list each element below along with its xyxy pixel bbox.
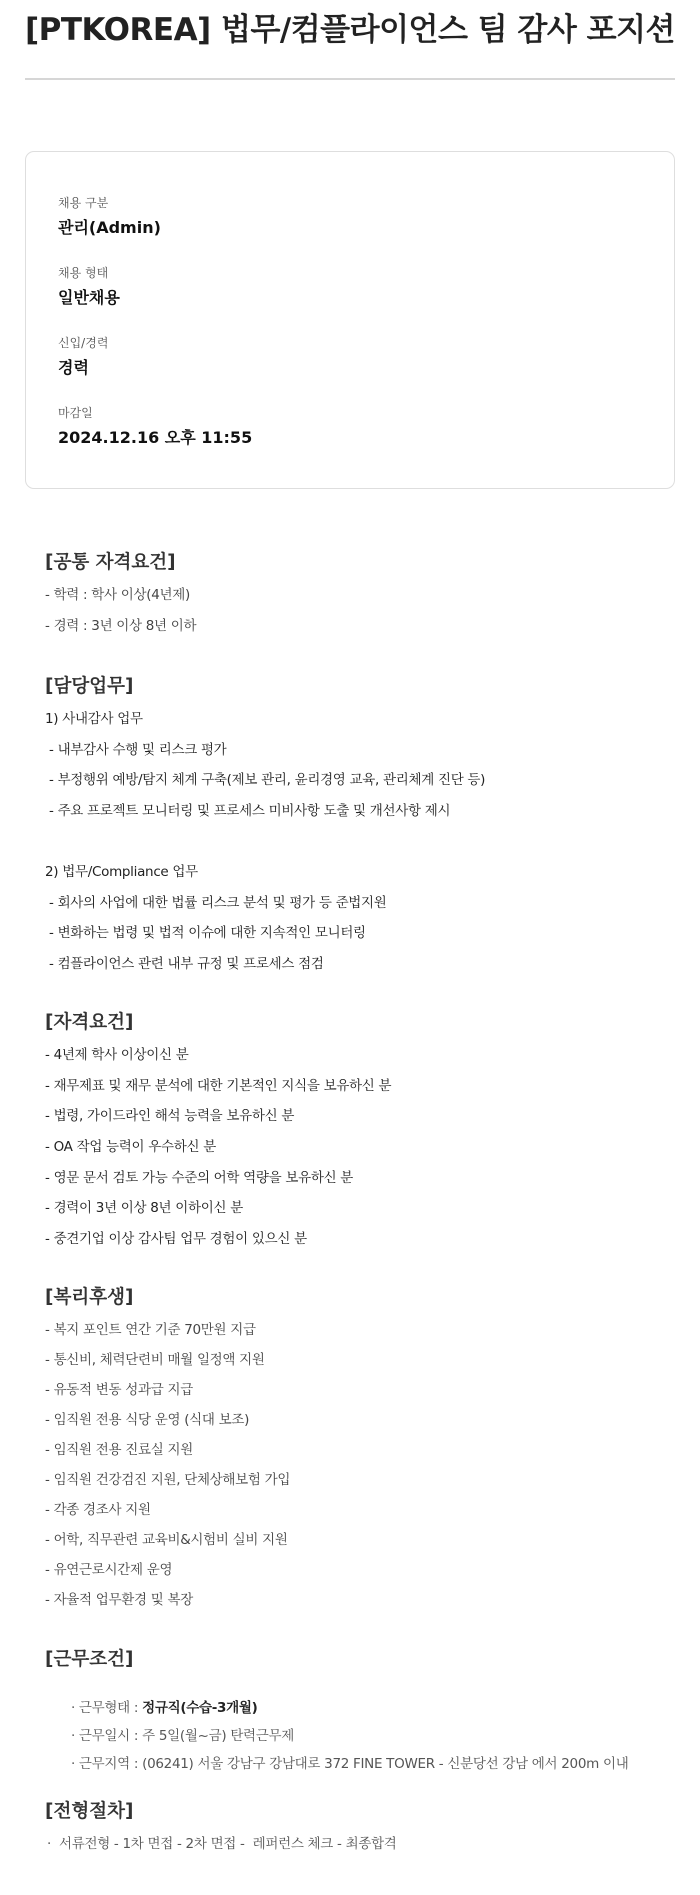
field-label-employment-type: 채용 형태 xyxy=(58,266,109,280)
page-title: [PTKOREA] 법무/컴플라이언스 팀 감사 포지션 xyxy=(25,12,675,48)
list-item: - 임직원 전용 진료실 지원 xyxy=(45,1442,193,1458)
list-item: - 임직원 전용 식당 운영 (식대 보조) xyxy=(45,1412,250,1428)
list-item: - 각종 경조사 지원 xyxy=(45,1502,151,1518)
field-value-career-level: 경력 xyxy=(58,358,89,377)
list-item: - 법령, 가이드라인 해석 능력을 보유하신 분 xyxy=(45,1108,295,1124)
list-item: - 자율적 업무환경 및 복장 xyxy=(45,1592,193,1608)
list-item: - 내부감사 수행 및 리스크 평가 xyxy=(49,742,227,758)
list-item: - 복지 포인트 연간 기준 70만원 지급 xyxy=(45,1322,256,1338)
process-steps: · 서류전형 - 1차 면접 - 2차 면접 - 레퍼런스 체크 - 최종합격 xyxy=(47,1836,397,1852)
list-item: - 영문 문서 검토 가능 수준의 어학 역량을 보유하신 분 xyxy=(45,1170,354,1186)
list-item: - 중견기업 이상 감사팀 업무 경험이 있으신 분 xyxy=(45,1231,307,1247)
condition-value: (06241) 서울 강남구 강남대로 372 FINE TOWER - 신분당선 강남 에서 200m 이내 xyxy=(142,1756,629,1772)
list-item: - 경력 : 3년 이상 8년 이하 xyxy=(45,618,197,634)
condition-label: · 근무형태 : xyxy=(70,1700,139,1716)
condition-label: · 근무일시 : xyxy=(70,1728,139,1744)
condition-value: 주 5일(월~금) 탄력근무제 xyxy=(142,1728,295,1744)
list-item: - 주요 프로젝트 모니터링 및 프로세스 미비사항 도출 및 개선사항 제시 xyxy=(49,803,451,819)
job-info-card xyxy=(25,151,675,489)
title-divider xyxy=(25,78,675,80)
field-value-employment-type: 일반채용 xyxy=(58,288,120,307)
field-label-career-level: 신입/경력 xyxy=(58,336,109,350)
list-item: - 어학, 직무관련 교육비&시험비 실비 지원 xyxy=(45,1532,288,1548)
condition-label: · 근무지역 : xyxy=(70,1756,139,1772)
section-title-common-requirements: [공통 자격요건] xyxy=(45,552,176,573)
list-item: - 변화하는 법령 및 법적 이슈에 대한 지속적인 모니터링 xyxy=(49,925,366,941)
field-label-deadline: 마감일 xyxy=(58,406,93,420)
list-item: - 경력이 3년 이상 8년 이하이신 분 xyxy=(45,1200,243,1216)
list-item: - 유연근로시간제 운영 xyxy=(45,1562,173,1578)
list-item: - 회사의 사업에 대한 법률 리스크 분석 및 평가 등 준법지원 xyxy=(49,895,387,911)
list-item: - 재무제표 및 재무 분석에 대한 기본적인 지식을 보유하신 분 xyxy=(45,1078,392,1094)
list-item: - 통신비, 체력단련비 매월 일정액 지원 xyxy=(45,1352,265,1368)
field-value-recruit-category: 관리(Admin) xyxy=(58,218,161,237)
list-item: - 컴플라이언스 관련 내부 규정 및 프로세스 점검 xyxy=(49,956,324,972)
list-item: - 4년제 학사 이상이신 분 xyxy=(45,1047,189,1063)
duty-group-title: 1) 사내감사 업무 xyxy=(45,711,143,727)
section-title-duties: [담당업무] xyxy=(45,676,134,697)
section-title-benefits: [복리후생] xyxy=(45,1287,134,1308)
list-item: - 유동적 변동 성과급 지급 xyxy=(45,1382,193,1398)
section-title-qualifications: [자격요건] xyxy=(45,1012,134,1033)
condition-value: 정규직(수습-3개월) xyxy=(142,1700,258,1716)
section-title-process: [전형절차] xyxy=(45,1801,134,1822)
list-item: - 임직원 건강검진 지원, 단체상해보험 가입 xyxy=(45,1472,291,1488)
duty-group-title: 2) 법무/Compliance 업무 xyxy=(45,864,198,880)
field-label-recruit-category: 채용 구분 xyxy=(58,196,109,210)
field-value-deadline: 2024.12.16 오후 11:55 xyxy=(58,428,253,447)
list-item: - 학력 : 학사 이상(4년제) xyxy=(45,587,190,603)
section-title-conditions: [근무조건] xyxy=(45,1649,134,1670)
condition-row-location xyxy=(47,1736,628,1788)
list-item: - 부정행위 예방/탐지 체계 구축(제보 관리, 윤리경영 교육, 관리체계 진단 등) xyxy=(49,772,486,788)
list-item: - OA 작업 능력이 우수하신 분 xyxy=(45,1139,216,1155)
